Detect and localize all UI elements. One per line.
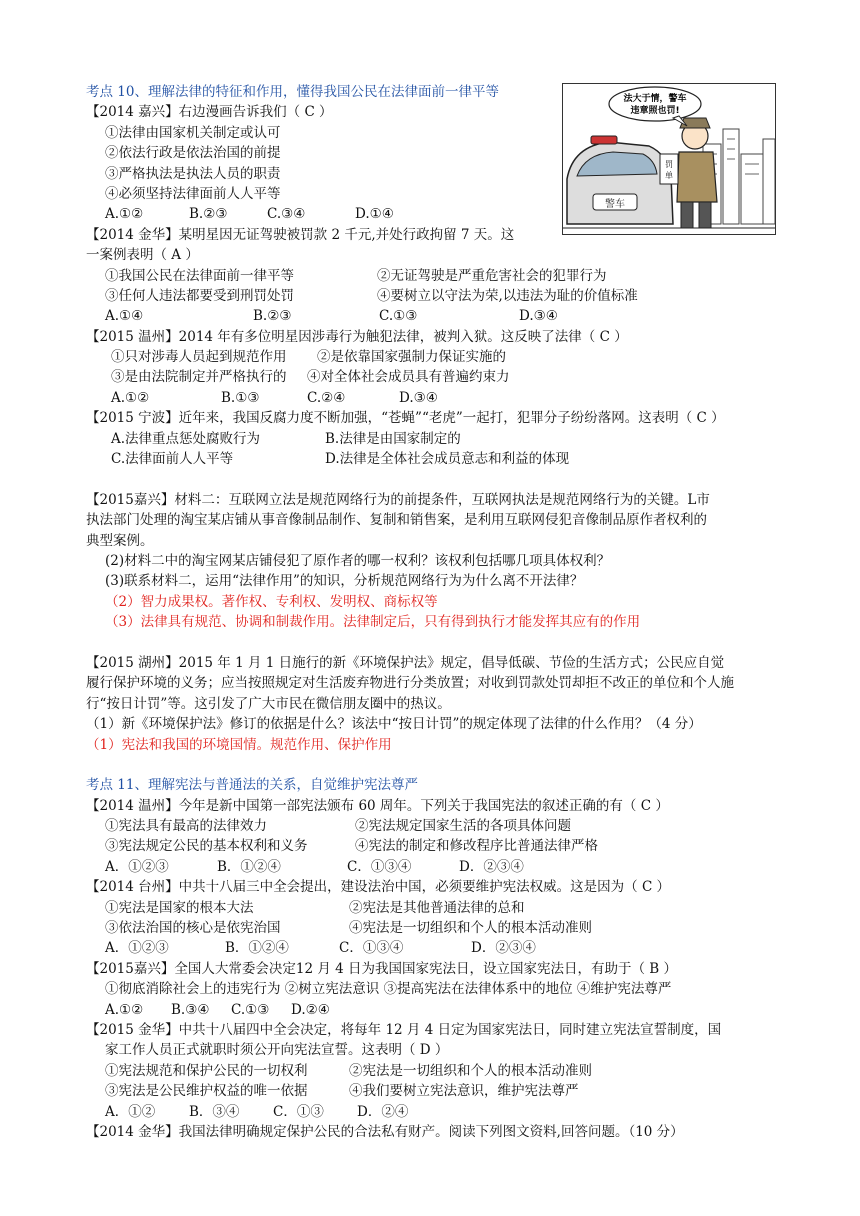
t10-q5-answer3: （3）法律具有规范、协调和制裁作用。法律制定后，只有得到执行才能发挥其应有的作用 — [105, 614, 641, 631]
t11-q4-opt3: ③宪法是公民维护权益的唯一依据 — [105, 1083, 308, 1100]
t11-q1-choices — [86, 857, 776, 877]
choice-a: A.①② — [105, 1001, 144, 1018]
t10-q4-opts-row1 — [86, 429, 776, 449]
t10-q4-opt-b: B.法律是由国家制定的 — [325, 430, 461, 447]
t10-q1-opt4: ④必须坚持法律面前人人平等 — [105, 185, 281, 202]
choice-a: A．①② — [105, 1103, 156, 1120]
t11-q4-opts-row2 — [86, 1081, 776, 1101]
t11-q4-opt4: ④我们要树立宪法意识，维护宪法尊严 — [349, 1083, 579, 1100]
t10-q1-choices — [86, 204, 573, 224]
t10-q5-answer2: （2）智力成果权。著作权、专利权、发明权、商标权等 — [105, 593, 438, 610]
choice-c: C.①③ — [379, 308, 418, 325]
t10-q4-opt-a: A.法律重点惩处腐败行为 — [111, 430, 261, 447]
car-label: 警车 — [605, 199, 625, 210]
t11-q1-opt2: ②宪法规定国家生活的各项具体问题 — [355, 818, 571, 835]
t10-q5-sub2: (2)材料二中的淘宝网某店铺侵犯了原作者的哪一权利？该权利包括哪几项具体权利？ — [105, 552, 611, 569]
t11-q1-opts-row2 — [86, 836, 776, 856]
choice-d: D.①④ — [355, 206, 394, 223]
choice-c: C．①③④ — [347, 858, 412, 875]
t11-q4-stem-1: 【2015 金华】中共十八届四中全会决定，将每年 12 月 4 日定为国家宪法日，同时建立宪法宣誓制度，国 — [86, 1021, 722, 1038]
t10-q3-opt1: ①只对涉毒人员起到规范作用 — [111, 349, 287, 366]
choice-b: B.①③ — [221, 389, 260, 406]
choice-a: A．①②③ — [105, 940, 169, 957]
choice-d: D.②④ — [291, 1001, 330, 1018]
ticket-text-1: 罚 — [665, 160, 673, 169]
t11-q4-opt1: ①宪法规范和保护公民的一切权利 — [105, 1062, 308, 1079]
t10-q3-opt3: ③是由法院制定并严格执行的 — [111, 369, 287, 386]
t11-q4-opts-row1 — [86, 1061, 776, 1081]
t10-q2-opt2: ②无证驾驶是严重危害社会的犯罪行为 — [377, 267, 607, 284]
t11-q4-choices — [86, 1102, 776, 1122]
t10-q3-opt2: ②是依靠国家强制力保证实施的 — [317, 349, 506, 366]
choice-b: B.②③ — [253, 308, 292, 325]
choice-c: C．①③④ — [339, 940, 404, 957]
topic11-heading: 考点 11、理解宪法与普通法的关系，自觉维护宪法尊严 — [86, 777, 418, 794]
choice-a: A.①② — [111, 389, 150, 406]
t10-q6-line4: （1）新《环境保护法》修订的依据是什么？该法中“按日计罚”的规定体现了法律的什么作用？（4 分） — [86, 716, 702, 733]
t11-q2-stem: 【2014 台州】中共十八届三中全会提出，建设法治中国，必须要维护宪法权威。这是因为（ C ） — [86, 879, 671, 896]
choice-c: C.①③ — [231, 1001, 270, 1018]
t10-q2-opt1: ①我国公民在法律面前一律平等 — [105, 267, 294, 284]
choice-a: A.①④ — [105, 308, 144, 325]
t11-q3-choices — [86, 1000, 776, 1020]
t10-q2-opts-row1 — [86, 266, 776, 286]
t10-q1-opt1: ①法律由国家机关制定或认可 — [105, 124, 281, 141]
t10-q5-line1: 【2015嘉兴】材料二：互联网立法是规范网络行为的前提条件，互联网执法是规范网络行为的关键。L市 — [86, 491, 710, 508]
topic10-heading: 考点 10、理解法律的特征和作用，懂得我国公民在法律面前一律平等 — [86, 84, 499, 100]
choice-c: C.②④ — [307, 389, 346, 406]
t11-q1-stem: 【2014 温州】今年是新中国第一部宪法颁布 60 周年。下列关于我国宪法的叙述正确的有（ C ） — [86, 797, 669, 814]
choice-c: C．①③ — [273, 1103, 324, 1120]
choice-c: C.③④ — [267, 206, 306, 223]
t10-q3-opts-row1 — [86, 347, 776, 367]
t11-q1-opt4: ④宪法的制定和修改程序比普通法律严格 — [355, 838, 598, 855]
choice-a: A．①②③ — [105, 858, 169, 875]
t10-q2-stem-2: 一案例表明（ A ） — [86, 247, 199, 264]
t10-q3-opt4: ④对全体社会成员具有普遍约束力 — [307, 369, 510, 386]
t10-q6-line3: 行“按日计罚”等。这引发了广大市民在微信朋友圈中的热议。 — [86, 695, 451, 712]
choice-b: B．①②④ — [217, 858, 281, 875]
t10-q1-stem: 【2014 嘉兴】右边漫画告诉我们（ C ） — [86, 104, 333, 121]
t10-q3-opts-row2 — [86, 367, 776, 387]
choice-d: D．②③④ — [471, 940, 536, 957]
t10-q2-opt3: ③任何人违法都要受到刑罚处罚 — [105, 287, 294, 304]
t10-q1-opt2: ②依法行政是依法治国的前提 — [105, 145, 281, 162]
t10-q2-choices — [86, 306, 776, 326]
t11-q1-opts-row1 — [86, 816, 776, 836]
t10-q3-stem: 【2015 温州】2014 年有多位明星因涉毒行为触犯法律，被判入狱。这反映了法律（ C ） — [86, 328, 628, 345]
t10-q4-stem: 【2015 宁波】近年来，我国反腐力度不断加强，“苍蝇”“老虎”一起打，犯罪分子纷纷落网。这表明（ C ） — [86, 410, 725, 427]
t11-q2-opt4: ④宪法是一切组织和个人的根本活动准则 — [349, 920, 592, 937]
t10-q1-opt3: ③严格执法是执法人员的职责 — [105, 165, 281, 182]
t11-q2-opts-row2 — [86, 918, 776, 938]
choice-d: D．②③④ — [459, 858, 524, 875]
choice-d: D.③④ — [399, 389, 438, 406]
choice-b: B．③④ — [189, 1103, 240, 1120]
choice-d: D．②④ — [357, 1103, 409, 1120]
ticket-text-2: 单 — [665, 171, 673, 180]
t10-q6-line2: 履行保护环境的义务；应当按照规定对生活废弃物进行分类放置；对收到罚款处罚却拒不改正的单位和个人施 — [86, 675, 734, 692]
exam-document — [86, 82, 776, 1142]
t10-q6-answer: （1）宪法和我国的环境国情。规范作用、保护作用 — [86, 736, 392, 753]
t10-q5-line3: 典型案例。 — [86, 532, 154, 549]
t11-q1-opt1: ①宪法具有最高的法律效力 — [105, 818, 267, 835]
choice-d: D.③④ — [519, 308, 558, 325]
t10-q4-opt-c: C.法律面前人人平等 — [111, 451, 234, 468]
t11-q5-stem: 【2014 金华】我国法律明确规定保护公民的合法私有财产。阅读下列图文资料,回答问题。（10 分） — [86, 1123, 684, 1140]
choice-b: B.③④ — [171, 1001, 210, 1018]
t11-q3-stem: 【2015嘉兴】全国人大常委会决定12 月 4 日为我国国家宪法日，设立国家宪法日，有助于（ B ） — [86, 960, 677, 977]
t10-q2-opts-row2 — [86, 286, 776, 306]
choice-b: B．①②④ — [225, 940, 289, 957]
speech-line-2: 违章照也罚! — [630, 106, 680, 116]
t10-q2-stem-1: 【2014 金华】某明星因无证驾驶被罚款 2 千元,并处行政拘留 7 天。这 — [86, 226, 515, 243]
t10-q3-choices — [86, 388, 776, 408]
speech-line-1: 法大于情，警车 — [623, 94, 687, 104]
t11-q2-choices — [86, 938, 776, 958]
t10-q6-line1: 【2015 湖州】2015 年 1 月 1 日施行的新《环境保护法》规定，倡导低碳、节俭的生活方式；公民应自觉 — [86, 654, 725, 671]
t10-q2-opt4: ④要树立以守法为荣,以违法为耻的价值标准 — [377, 287, 638, 304]
t11-q2-opt1: ①宪法是国家的根本大法 — [105, 899, 254, 916]
choice-b: B.②③ — [189, 206, 228, 223]
t11-q2-opt2: ②宪法是其他普通法律的总和 — [349, 899, 525, 916]
t10-q4-opt-d: D.法律是全体社会成员意志和利益的体现 — [325, 451, 570, 468]
t10-q4-opts-row2 — [86, 449, 776, 469]
choice-a: A.①② — [105, 206, 144, 223]
t11-q2-opt3: ③依法治国的核心是依宪治国 — [105, 920, 281, 937]
t10-q5-sub3: (3)联系材料二，运用“法律作用”的知识，分析规范网络行为为什么离不开法律？ — [105, 573, 584, 590]
t11-q4-opt2: ②宪法是一切组织和个人的根本活动准则 — [349, 1062, 592, 1079]
t10-q5-line2: 执法部门处理的淘宝某店铺从事音像制品制作、复制和销售案，是利用互联网侵犯音像制品原作者权利的 — [86, 512, 707, 529]
t11-q3-opts: ①彻底消除社会上的违宪行为 ②树立宪法意识 ③提高宪法在法律体系中的地位 ④维护宪法尊严 — [105, 981, 672, 998]
t11-q4-stem-2: 家工作人员正式就职时须公开向宪法宣誓。这表明（ D ） — [105, 1042, 449, 1059]
t11-q2-opts-row1 — [86, 898, 776, 918]
t11-q1-opt3: ③宪法规定公民的基本权利和义务 — [105, 838, 308, 855]
